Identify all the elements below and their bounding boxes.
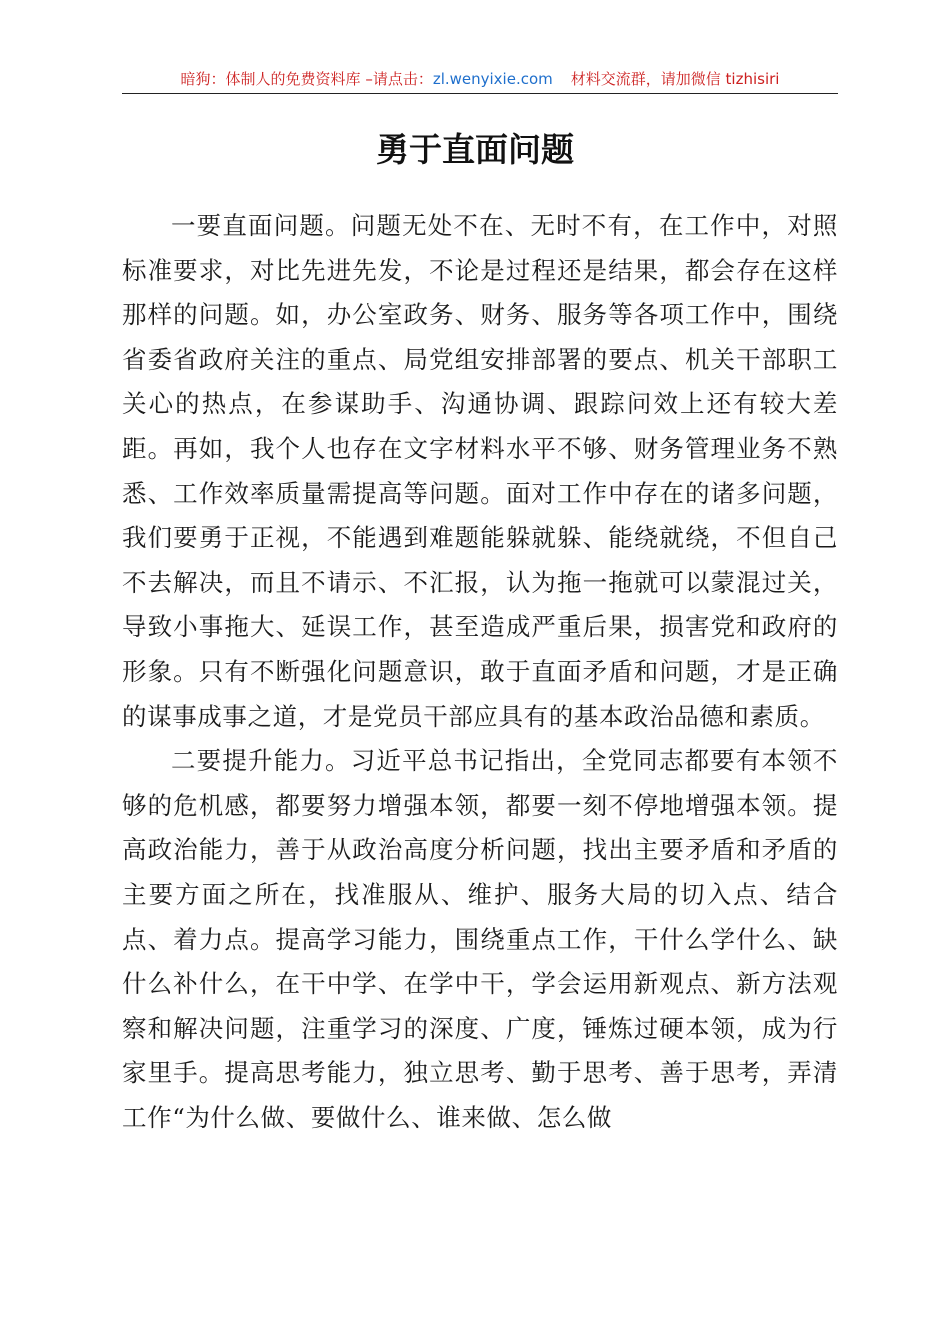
header-brand: 暗狗：体制人的免费资料库 [180,70,361,88]
header-separator: –请点击： [360,70,433,88]
header-group-note: 材料交流群，请加微信 tizhisiri [570,70,780,88]
header-link[interactable]: zl.wenyixie.com [432,70,553,88]
paragraph-2: 二要提升能力。习近平总书记指出，全党同志都要有本领不够的危机感，都要努力增强本领，都要一刻不停地增强本领。提高政治能力，善于从政治高度分析问题，找出主要矛盾和矛盾的主要方面之所在，找准服从、维护、服务大局的切入点、结合点、着力点。提高学习能力，围绕重点工作，干什么学什么、缺什么补什么，在干中学、在学中干，学会运用新观点、新方法观察和解决问题，注重学习的深度、广度，锤炼过硬本领，成为行家里手。提高思考能力，独立思考、勤于思考、善于思考，弄清工作“为什么做、要做什么、谁来做、怎么做 [122,746,838,1132]
paragraph-1: 一要直面问题。问题无处不在、无时不有，在工作中，对照标准要求，对比先进先发，不论是过程还是结果，都会存在这样那样的问题。如，办公室政务、财务、服务等各项工作中，围绕省委省政府关注的重点、局党组安排部署的要点、机关干部职工关心的热点，在参谋助手、沟通协调、跟踪问效上还有较大差距。再如，我个人也存在文字材料水平不够、财务管理业务不熟悉、工作效率质量需提高等问题。面对工作中存在的诸多问题，我们要勇于正视，不能遇到难题能躲就躲、能绕就绕，不但自己不去解决，而且不请示、不汇报，认为拖一拖就可以蒙混过关，导致小事拖大、延误工作，甚至造成严重后果，损害党和政府的形象。只有不断强化问题意识，敢于直面矛盾和问题，才是正确的谋事成事之道，才是党员干部应具有的基本政治品德和素质。 [122,211,838,731]
page-header [122,66,838,94]
document-title: 勇于直面问题 [376,130,574,169]
document-body [122,204,838,1140]
